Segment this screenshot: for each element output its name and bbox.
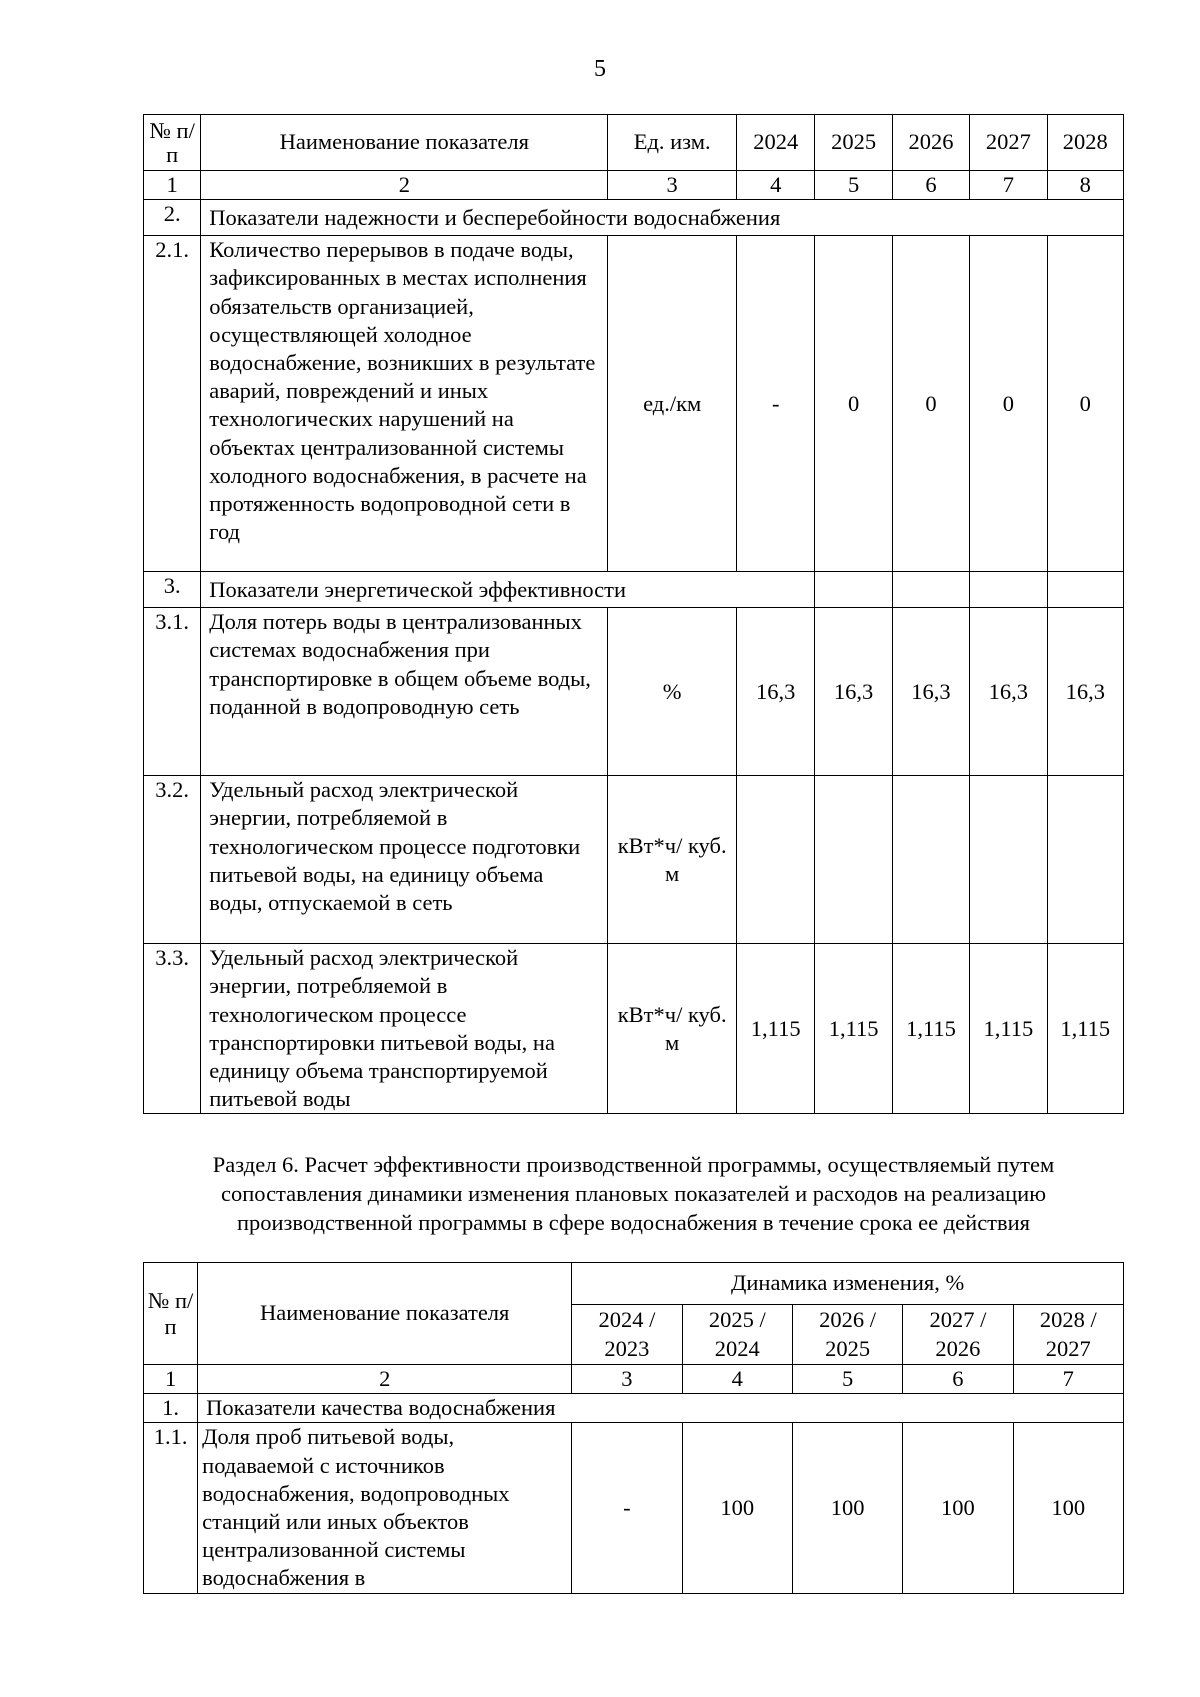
row-unit: ед./км	[608, 236, 737, 572]
row-value	[1047, 776, 1123, 944]
col-number: 4	[737, 171, 815, 200]
row-num: 3.1.	[144, 608, 201, 776]
row-value: 1,115	[892, 944, 969, 1114]
empty-cell	[892, 572, 969, 608]
row-value: 0	[970, 236, 1047, 572]
section-num: 2.	[144, 200, 201, 236]
empty-cell	[1047, 572, 1123, 608]
row-value: 0	[1047, 236, 1123, 572]
col-number: 2	[198, 1365, 572, 1394]
row-value: 16,3	[815, 608, 892, 776]
table-row	[144, 608, 1124, 776]
column-numbers-row	[144, 1365, 1124, 1394]
row-num: 3.2.	[144, 776, 201, 944]
row-value: 1,115	[815, 944, 892, 1114]
row-unit: кВт*ч/ куб. м	[608, 944, 737, 1114]
row-value: 1,115	[1047, 944, 1123, 1114]
header-name: Наименование показателя	[201, 115, 608, 171]
row-value: 100	[1013, 1423, 1123, 1593]
column-numbers-row	[144, 171, 1124, 200]
empty-cell	[970, 572, 1047, 608]
section-title: Показатели надежности и бесперебойности водоснабжения	[201, 200, 1124, 236]
row-name: Удельный расход электрической энергии, потребляемой в технологическом процессе транспортировки питьевой воды, на единицу объема транспортируемой питьевой воды	[201, 944, 608, 1114]
row-value: 16,3	[1047, 608, 1123, 776]
header-period: 2027 / 2026	[903, 1305, 1013, 1365]
table-row	[144, 776, 1124, 944]
row-value	[815, 776, 892, 944]
header-period: 2024 / 2023	[572, 1305, 682, 1365]
section-title: Показатели качества водоснабжения	[198, 1394, 1124, 1423]
col-number: 4	[682, 1365, 792, 1394]
row-value: 100	[682, 1423, 792, 1593]
row-value: 16,3	[737, 608, 815, 776]
col-number: 2	[201, 171, 608, 200]
row-value: -	[572, 1423, 682, 1593]
dynamics-table	[143, 1262, 1124, 1594]
header-num: № п/п	[144, 115, 201, 171]
row-unit: кВт*ч/ куб. м	[608, 776, 737, 944]
row-value: 100	[792, 1423, 902, 1593]
row-value	[737, 776, 815, 944]
indicators-table	[143, 114, 1124, 1114]
row-value: 1,115	[970, 944, 1047, 1114]
empty-cell	[815, 572, 892, 608]
section-row	[144, 1394, 1124, 1423]
row-num: 1.1.	[144, 1423, 198, 1593]
row-name: Доля потерь воды в централизованных системах водоснабжения при транспортировке в общем объеме воды, поданной в водопроводную сеть	[201, 608, 608, 776]
header-year: 2028	[1047, 115, 1123, 171]
table-row	[144, 1423, 1124, 1593]
col-number: 3	[572, 1365, 682, 1394]
col-number: 7	[970, 171, 1047, 200]
col-number: 6	[903, 1365, 1013, 1394]
section-num: 3.	[144, 572, 201, 608]
row-value: -	[737, 236, 815, 572]
header-year: 2026	[892, 115, 969, 171]
row-value	[970, 776, 1047, 944]
page-number: 5	[594, 56, 606, 82]
header-year: 2027	[970, 115, 1047, 171]
row-value: 0	[815, 236, 892, 572]
table-row	[144, 944, 1124, 1114]
header-unit: Ед. изм.	[608, 115, 737, 171]
row-name: Удельный расход электрической энергии, потребляемой в технологическом процессе подготовки питьевой воды, на единицу объема воды, отпускаемой в сеть	[201, 776, 608, 944]
section-6-title: Раздел 6. Расчет эффективности производственной программы, осуществляемый путем сопоставления динамики изменения плановых показателей и расходов на реализацию производственной программы в сфере водоснабжения в течение срока ее действия	[212, 1152, 1055, 1235]
col-number: 1	[144, 1365, 198, 1394]
row-unit: %	[608, 608, 737, 776]
table-header-row	[144, 115, 1124, 171]
col-number: 3	[608, 171, 737, 200]
col-number: 7	[1013, 1365, 1123, 1394]
header-name: Наименование показателя	[198, 1263, 572, 1365]
col-number: 5	[792, 1365, 902, 1394]
section-title: Показатели энергетической эффективности	[201, 572, 815, 608]
section-row	[144, 200, 1124, 236]
section-num: 1.	[144, 1394, 198, 1423]
row-name: Количество перерывов в подаче воды, зафиксированных в местах исполнения обязательств организацией, осуществляющей холодное водоснабжение, возникших в результате аварий, повреждений и иных технологических нарушений на объектах централизованной системы холодного водоснабжения, в расчете на протяженность водопроводной сети в год	[201, 236, 608, 572]
col-number: 5	[815, 171, 892, 200]
header-year: 2025	[815, 115, 892, 171]
col-number: 6	[892, 171, 969, 200]
section-row	[144, 572, 1124, 608]
row-value: 0	[892, 236, 969, 572]
row-name: Доля проб питьевой воды, подаваемой с источников водоснабжения, водопроводных станций или иных объектов централизованной системы водоснабжения в	[198, 1423, 572, 1593]
row-value: 16,3	[892, 608, 969, 776]
col-number: 8	[1047, 171, 1123, 200]
row-value	[892, 776, 969, 944]
row-num: 3.3.	[144, 944, 201, 1114]
header-period: 2028 / 2027	[1013, 1305, 1123, 1365]
table-header-row	[144, 1263, 1124, 1305]
row-value: 16,3	[970, 608, 1047, 776]
header-num: № п/п	[144, 1263, 198, 1365]
row-value: 100	[903, 1423, 1013, 1593]
table-row	[144, 236, 1124, 572]
row-num: 2.1.	[144, 236, 201, 572]
header-dynamics: Динамика изменения, %	[572, 1263, 1124, 1305]
header-period: 2026 / 2025	[792, 1305, 902, 1365]
row-value: 1,115	[737, 944, 815, 1114]
col-number: 1	[144, 171, 201, 200]
header-period: 2025 / 2024	[682, 1305, 792, 1365]
header-year: 2024	[737, 115, 815, 171]
